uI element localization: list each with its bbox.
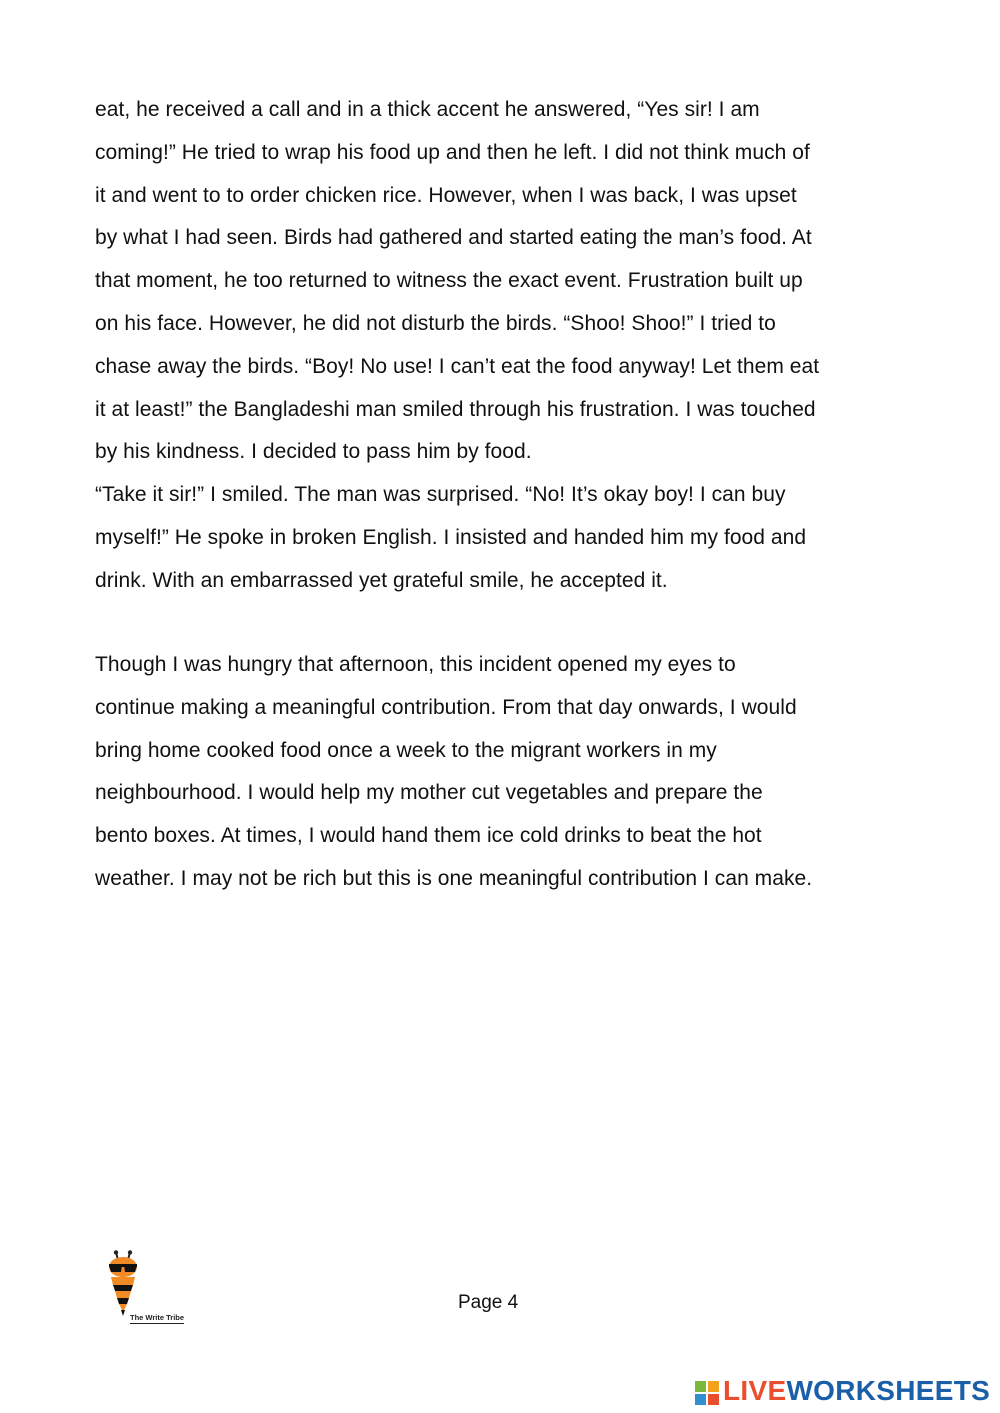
text-line: continue making a meaningful contribution. From that day onwards, I would <box>95 695 797 719</box>
text-line: on his face. However, he did not disturb the birds. “Shoo! Shoo!” I tried to <box>95 311 776 335</box>
text-line: eat, he received a call and in a thick accent he answered, “Yes sir! I am <box>95 98 760 121</box>
paragraph-one <box>95 89 915 603</box>
text-line: chase away the birds. “Boy! No use! I can’t eat the food anyway! Let them eat <box>95 354 820 378</box>
text-line: neighbourhood. I would help my mother cut vegetables and prepare the <box>95 781 763 805</box>
liveworksheets-watermark[interactable] <box>695 1377 995 1411</box>
liveworksheets-logo-icon <box>695 1381 719 1405</box>
page-number: Page 4 <box>458 1292 519 1313</box>
text-line: that moment, he too returned to witness the exact event. Frustration built up <box>95 269 803 293</box>
text-line: myself!” He spoke in broken English. I insisted and handed him my food and <box>95 525 807 549</box>
wordmark-worksheets: WORKSHEETS <box>786 1375 991 1406</box>
text-line: it and went to to order chicken rice. However, when I was back, I was upset <box>95 183 797 207</box>
text-line: bento boxes. At times, I would hand them ice cold drinks to beat the hot <box>95 824 762 848</box>
text-line: Though I was hungry that afternoon, this incident opened my eyes to <box>95 653 736 676</box>
text-line: bring home cooked food once a week to the migrant workers in my <box>95 738 717 762</box>
text-line: by what I had seen. Birds had gathered and started eating the man’s food. At <box>95 226 812 250</box>
text-line: by his kindness. I decided to pass him by food. <box>95 440 532 464</box>
wordmark-live: LIVE <box>723 1375 787 1406</box>
logo-caption: The Write Tribe <box>130 1313 185 1322</box>
text-line: “Take it sir!” I smiled. The man was surprised. “No! It’s okay boy! I can buy <box>95 483 786 507</box>
text-line: coming!” He tried to wrap his food up and then he left. I did not think much of <box>95 140 810 164</box>
text-line: it at least!” the Bangladeshi man smiled through his frustration. I was touched <box>95 397 816 421</box>
text-line: weather. I may not be rich but this is one meaningful contribution I can make. <box>95 866 813 890</box>
paragraph-two <box>95 644 915 901</box>
liveworksheets-wordmark <box>723 1375 990 1407</box>
text-line: drink. With an embarrassed yet grateful smile, he accepted it. <box>95 568 668 592</box>
